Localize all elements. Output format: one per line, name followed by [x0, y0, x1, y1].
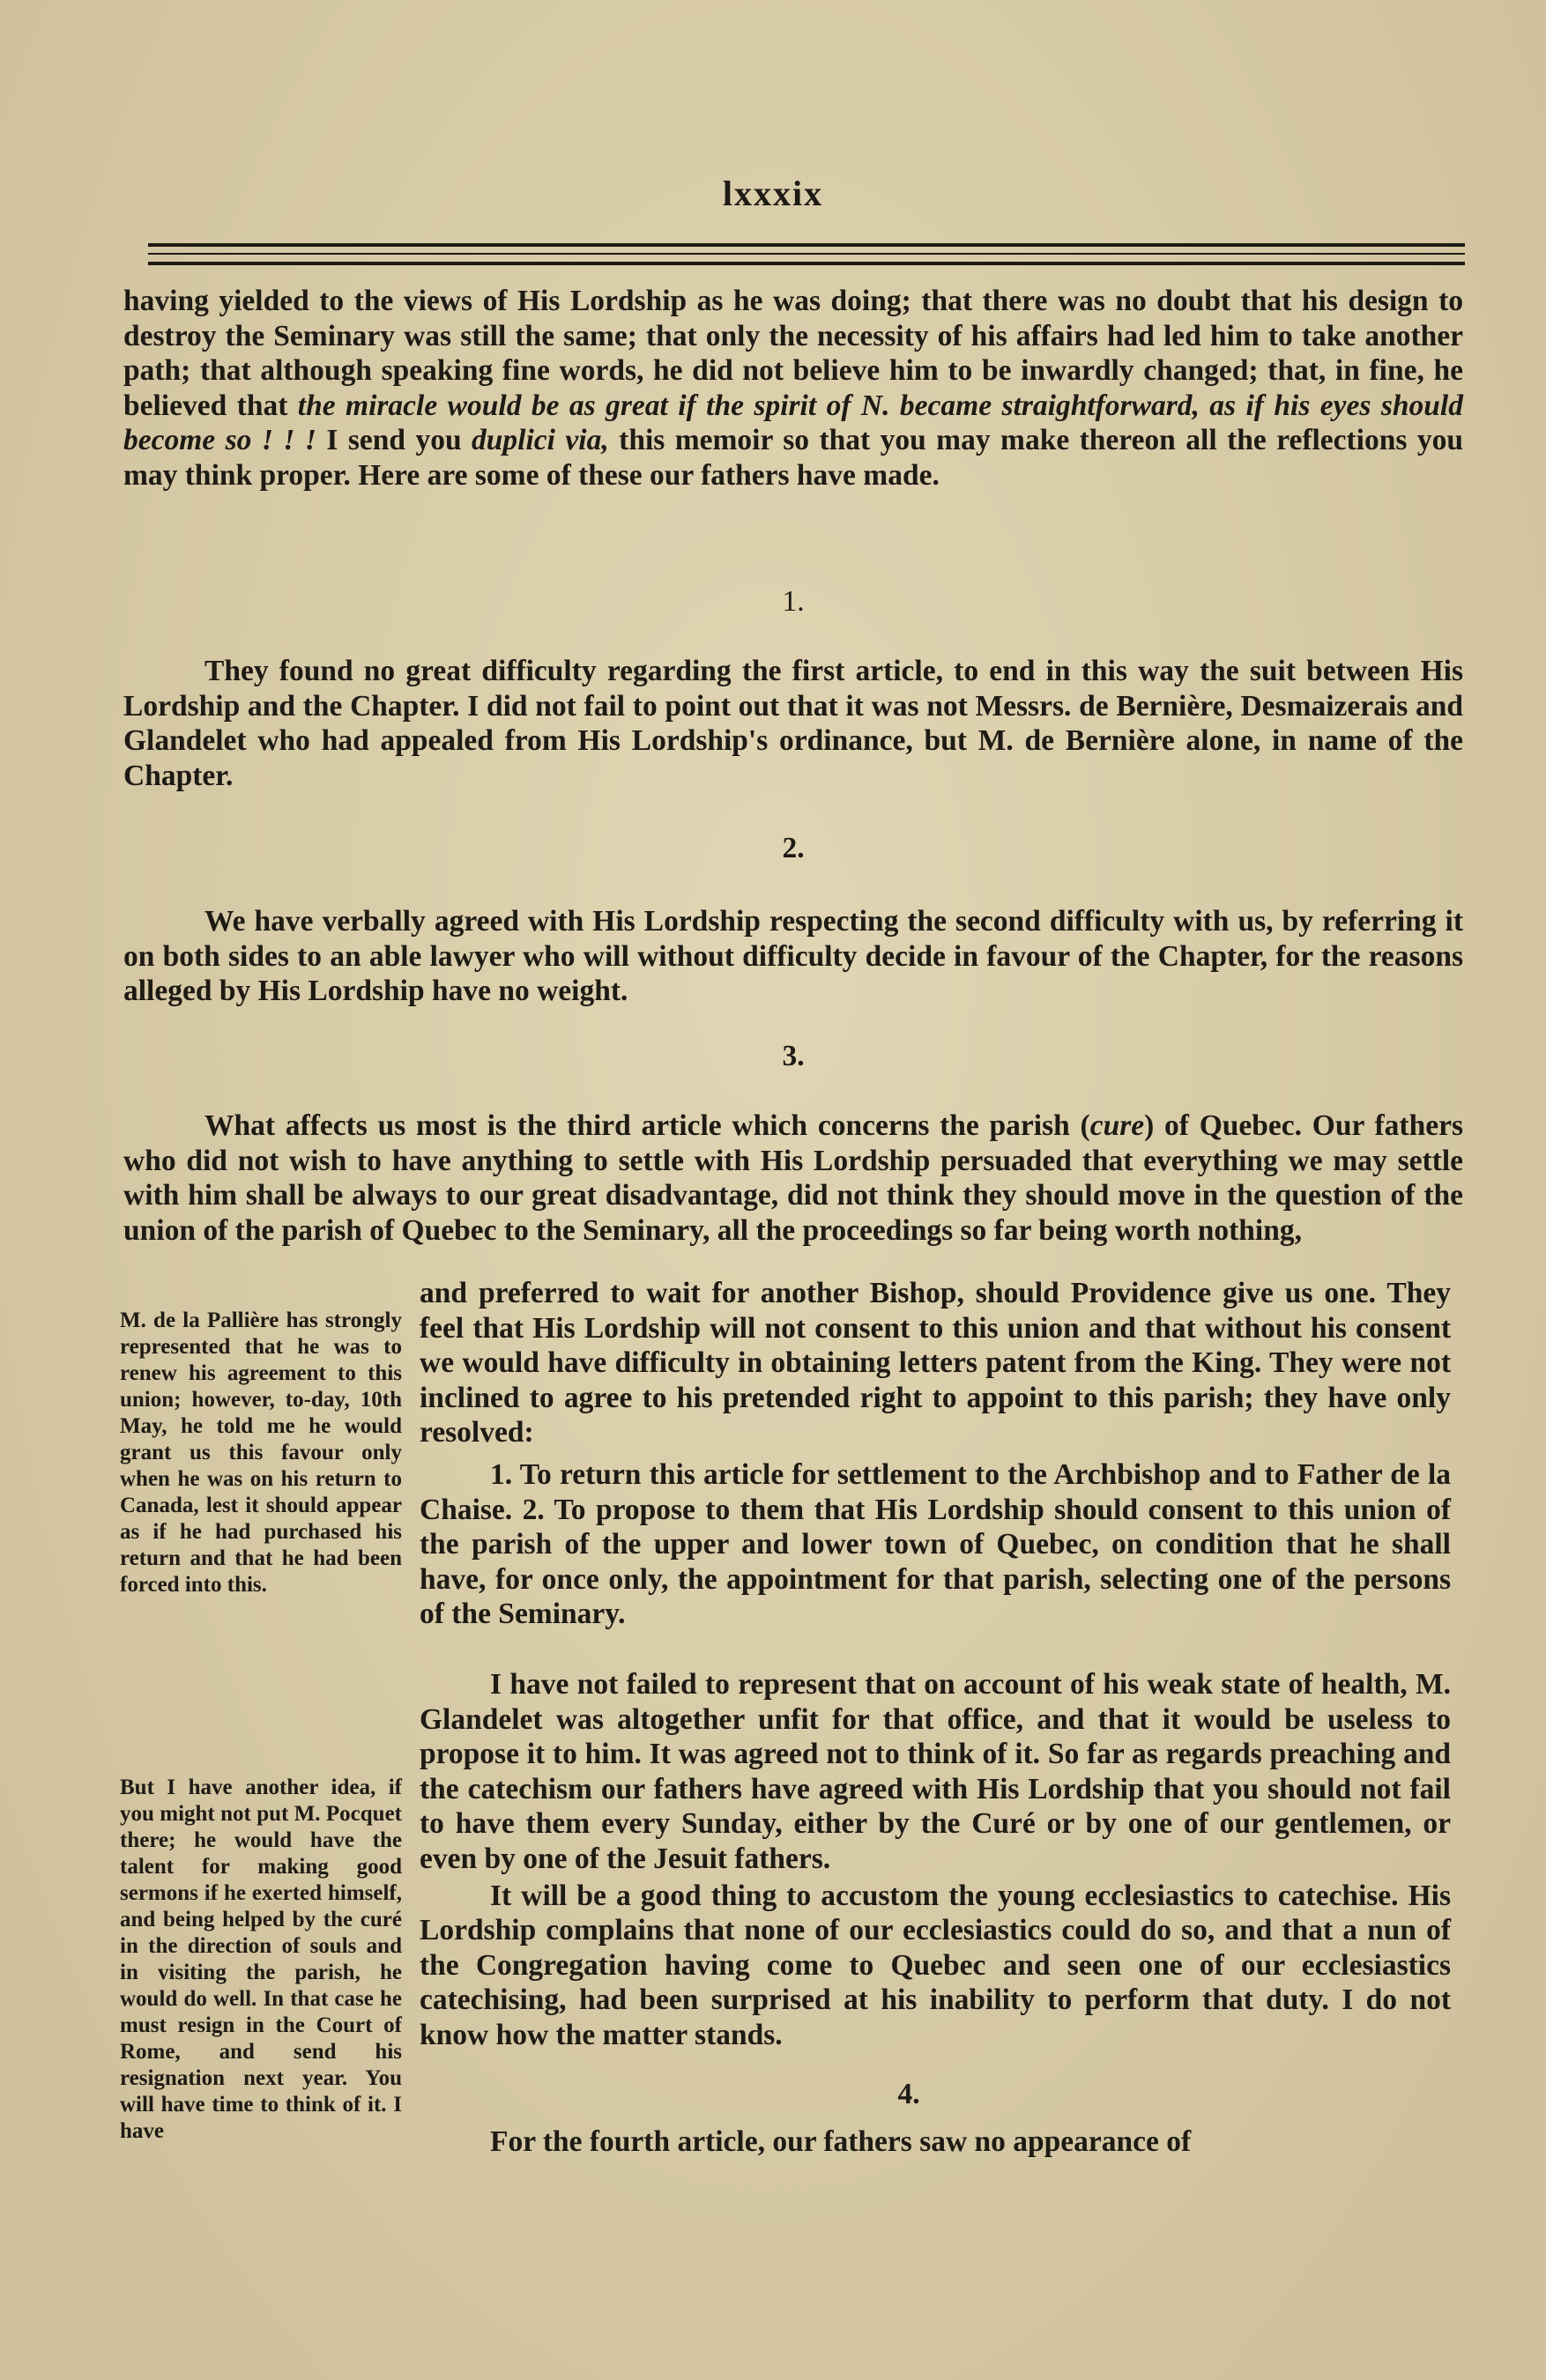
intro-italic-latin: duplici via,	[472, 424, 609, 457]
section-3-col-d: It will be a good thing to accustom the young ecclesiastics to catechise. His Lordship complains that none of our ecclesiastics could do so, and that a nun of the Congregation having come to Quebec and seen one of our ecclesiastics catechising, had been surprised at his inability to perform that duty. I do not know how the matter stands.	[420, 1879, 1451, 2051]
section-2-number: 2.	[782, 832, 805, 864]
intro-text-c: this memoir so that you may make thereon all the reflections you may think proper. Here are some of these our fathers have made.	[123, 424, 1463, 492]
page-number: lxxxix	[722, 174, 824, 213]
section-2-text: We have verbally agreed with His Lordship respecting the second difficulty with us, by referring it on both sides to an able lawyer who will without difficulty decide in favour of the Chapter, for the reasons alleged by His Lordship have no weight.	[123, 905, 1463, 1008]
section-3-italic: cure	[1089, 1109, 1145, 1142]
intro-text-b: I send you	[316, 424, 472, 457]
section-3-column-text	[420, 1276, 1451, 2160]
section-3-col-b: 1. To return this article for settlement to the Archbishop and to Father de la Chaise. 2. To propose to them that His Lordship should consent to this union of the parish of the upper and lower town of Quebec, on condition that he shall have, for once only, the appointment for that parish, selecting one of the persons of the Seminary.	[420, 1457, 1451, 1631]
header-rule-bottom	[148, 262, 1465, 265]
intro-paragraph	[123, 284, 1463, 493]
header-rule-top	[148, 243, 1465, 247]
section-1-number: 1.	[782, 585, 805, 618]
section-3-text	[123, 1108, 1463, 1248]
header-rule-middle	[148, 253, 1465, 255]
side-note-1: M. de la Pallière has strongly represented that he was to renew his agreement to this union; however, to-day, 10th May, he told me he would grant us this favour only when he was on his return to Canada, lest it should appear as if he had purchased his return and that he had been forced into this.	[120, 1309, 402, 1597]
section-2	[123, 832, 1463, 1009]
section-3-text-b: ) of Quebec. Our fathers who did not wish to have anything to settle with His Lordship persuaded that everything we may settle with him shall be always to our great disadvantage, did not think they should move in the question of the union of the parish of Quebec to the Seminary, all the proceedings so far being worth nothing,	[123, 1109, 1463, 1247]
section-4-text: For the fourth article, our fathers saw no appearance of	[490, 2125, 1192, 2159]
section-1	[123, 585, 1463, 793]
section-3	[123, 1040, 1463, 1248]
section-3-col-c: I have not failed to represent that on account of his weak state of health, M. Glandelet was altogether unfit for that office, and that it would be useless to propose it to him. It was agreed not to think of it. So far as regards preaching and the catechism our fathers have agreed with His Lordship that you should not fail to have them every Sunday, either by the Curé or by one of our gentlemen, or even by one of the Jesuit fathers.	[420, 1667, 1451, 1875]
section-4-number: 4.	[897, 2078, 920, 2111]
side-note-2: But I have another idea, if you might not put M. Pocquet there; he would have the talent for making good sermons if he exerted himself, and being helped by the curé in the direction of souls and in visiting the parish, he would do well. In that case he must resign in the Court of Rome, and send his resignation next year. You will have time to think of it. I have	[120, 1776, 402, 2143]
intro-italic-quote: the miracle would be as great if the spirit of N. became straightforward, as if his eyes should become so ! ! !	[123, 389, 1463, 457]
intro-text-a: having yielded to the views of His Lordship as he was doing; that there was no doubt that his design to destroy the Seminary was still the same; that only the necessity of his affairs had led him to take another path; that although speaking fine words, he did not believe him to be inwardly changed; that, in fine, he believed that	[123, 285, 1463, 422]
section-3-number: 3.	[782, 1040, 805, 1072]
section-3-text-a: What affects us most is the third article which concerns the parish (	[204, 1109, 1090, 1142]
section-3-col-a: and preferred to wait for another Bishop, should Providence give us one. They feel that His Lordship will not consent to this union and that without his consent we would have difficulty in obtaining letters patent from the King. They were not inclined to agree to his pretended right to appoint to this parish; they have only resolved:	[420, 1277, 1451, 1450]
section-1-text: They found no great difficulty regarding the first article, to end in this way the suit between His Lordship and the Chapter. I did not fail to point out that it was not Messrs. de Bernière, Desmaizerais and Glandelet who had appealed from His Lordship's ordinance, but M. de Bernière alone, in name of the Chapter.	[123, 655, 1463, 792]
